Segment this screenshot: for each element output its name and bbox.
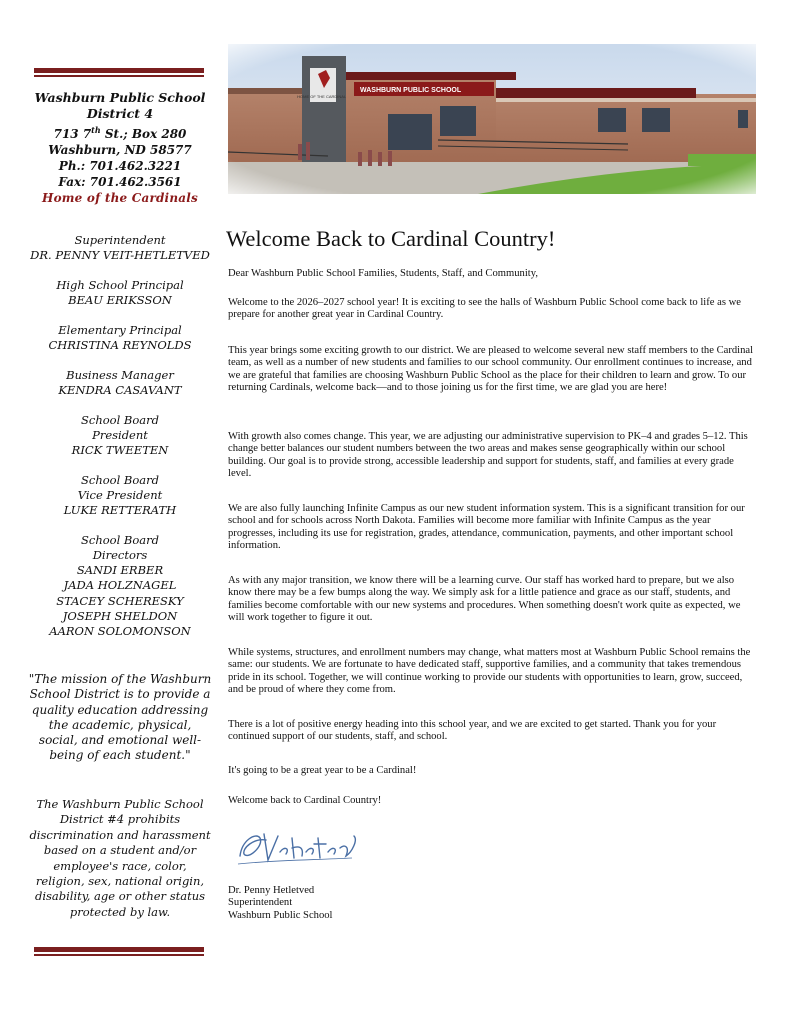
staff-title: President <box>92 427 148 442</box>
mission-statement: "The mission of the Washburn School District is to provide a quality education addressing the academic, physical, social, and emotional well-being of each student." <box>28 672 212 763</box>
letter-paragraph: It's going to be a great year to be a Cardinal! <box>228 765 417 776</box>
staff-title: Elementary Principal <box>58 322 182 337</box>
staff-title: High School Principal <box>56 277 184 292</box>
staff-title: Vice President <box>77 487 163 502</box>
salutation: Dear Washburn Public School Families, Students, Staff, and Community, <box>228 268 538 279</box>
letter-paragraph: We are also fully launching Infinite Campus as our new student information system. This is a significant transition for our school and for schools across North Dakota. Families will become more familiar with Infinite Campus as the year progresses, including its use for registration, grades, attendance, communication, payments, and other important school information. <box>228 503 745 551</box>
staff-name: RICK TWEETEN <box>71 443 169 458</box>
staff-group <box>28 533 212 639</box>
staff-group <box>28 323 212 353</box>
staff-name: JOSEPH SHELDON <box>62 608 178 623</box>
staff-title: Superintendent <box>74 233 166 247</box>
staff-name: CHRISTINA REYNOLDS <box>48 338 192 353</box>
staff-group <box>28 278 212 308</box>
staff-title: Business Manager <box>66 367 174 382</box>
nondiscrimination-statement: The Washburn Public School District #4 prohibits discrimination and harassment based on a student and/or employee's race, color, religion, sex, national origin, disability, age or other status protected by law. <box>29 797 211 919</box>
staff-name: KENDRA CASAVANT <box>58 382 182 397</box>
staff-name: SANDI ERBER <box>76 563 164 578</box>
staff-name: AARON SOLOMONSON <box>49 624 191 639</box>
school-building-image <box>228 44 756 194</box>
signer-name: Dr. Penny Hetletved <box>228 885 315 896</box>
staff-title: School Board <box>81 472 159 487</box>
letter-paragraph: Welcome back to Cardinal Country! <box>228 795 382 806</box>
district-info <box>28 90 212 206</box>
phone: Ph.: 701.462.3221 <box>58 159 182 173</box>
letter-paragraph: Welcome to the 2026–2027 school year! It is exciting to see the halls of Washburn Public School come back to life as we prepare for another great year in Cardinal Country. <box>228 297 741 321</box>
staff-title: School Board <box>81 532 159 547</box>
staff-group <box>28 413 212 459</box>
staff-name: BEAU ERIKSSON <box>68 293 172 308</box>
letter-paragraph: While systems, structures, and enrollment numbers may change, what matters most at Washburn Public School remains the same: our students. We are fortunate to have dedicated staff, supportive families, and a community that takes tremendous pride in its school. Together, we will continue working to provide our students with opportunities to learn, grow, succeed, and be proud of where they come from. <box>228 647 751 695</box>
letter-paragraph: With growth also comes change. This year, we are adjusting our administrative supervision to PK–4 and grades 5–12. This change better balances our student numbers between the two areas and makes sense geographically within our school building. Our goal is to provide strong, accessible leadership and support for students, staff, and families at every grade level. <box>228 431 748 479</box>
letter-paragraph: As with any major transition, we know there will be a learning curve. Our staff has worked hard to prepare, but we also know there may be a few bumps along the way. We simply ask for a little patience and grace as our staff, students, and families become comfortable with our new systems and procedures. When something doesn't work quite as expected, we will work together to figure it out. <box>228 575 741 623</box>
staff-title: School Board <box>81 412 159 427</box>
letter-paragraph: This year brings some exciting growth to our district. We are pleased to welcome several new staff members to the Cardinal team, as well as a number of new students and families to our school community. Our enrollment continues to increase, and we are grateful that families are choosing Washburn Public School as the place for their children to learn and grow. To our returning Cardinals, welcome back—and to those joining us for the first time, we are glad you are here! <box>228 345 754 393</box>
letter-paragraph: There is a lot of positive energy heading into this school year, and we are excited to get started. Thank you for your continued support of our students, staff, and school. <box>228 719 717 743</box>
staff-group <box>28 473 212 519</box>
staff-name: DR. PENNY VEIT-HETLETVED <box>30 248 210 263</box>
staff-name: LUKE RETTERATH <box>63 503 177 518</box>
page-title: Welcome Back to Cardinal Country! <box>226 226 556 251</box>
fax: Fax: 701.462.3561 <box>58 175 182 189</box>
city-line: Washburn, ND 58577 <box>48 143 192 157</box>
signer-title: Superintendent <box>228 897 293 909</box>
signer-org: Washburn Public School <box>228 909 333 921</box>
staff-group <box>28 233 212 263</box>
staff-name: JADA HOLZNAGEL <box>63 578 177 593</box>
signature-block <box>228 885 333 922</box>
staff-directory <box>28 233 212 654</box>
sidebar-top-rule <box>34 68 204 77</box>
address-line: 713 7th St.; Box 280 <box>53 125 187 141</box>
staff-group <box>28 368 212 398</box>
district-name: Washburn Public School <box>34 90 206 105</box>
signature-image <box>234 826 364 872</box>
sidebar-bottom-rule <box>34 947 204 956</box>
staff-name: STACEY SCHERESKY <box>56 593 184 608</box>
district-number: District 4 <box>86 106 154 121</box>
tagline: Home of the Cardinals <box>42 191 198 205</box>
staff-title: Directors <box>92 548 148 563</box>
